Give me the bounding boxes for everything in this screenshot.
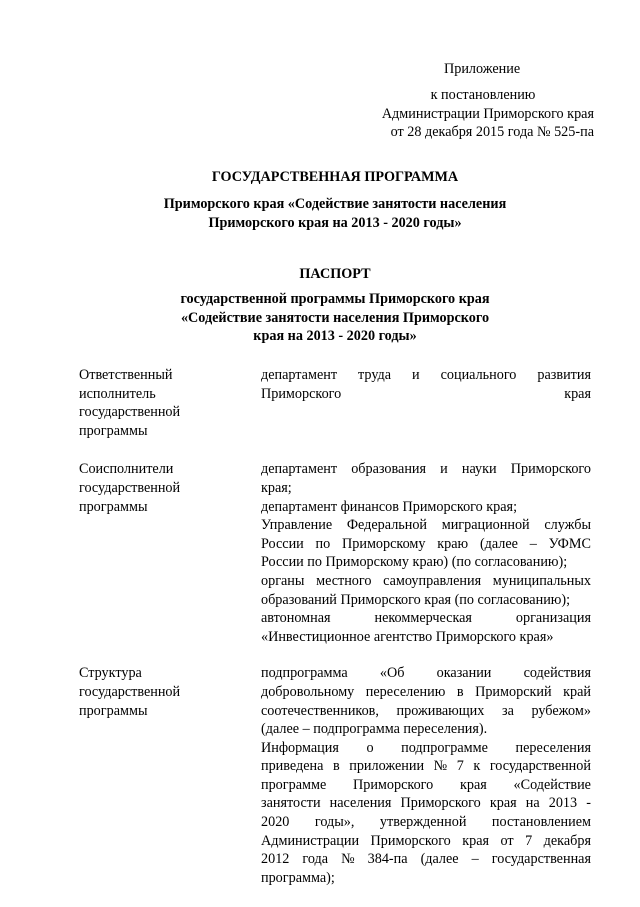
row-label-line: программы: [79, 498, 148, 515]
row-value-line: департамент образования и науки Приморского: [261, 461, 591, 478]
row-value-line: Приморского края: [261, 385, 591, 402]
passport-title-text: ПАСПОРТ: [299, 266, 371, 282]
row-value-line: департамент труда и социального развития: [261, 367, 591, 383]
passport-subtitle-line: «Содействие занятости населения Приморского: [180, 309, 490, 326]
row-label-line: Соисполнители: [79, 461, 174, 478]
passport-row: [79, 366, 591, 440]
row-value-line: Информация о подпрограмме переселения: [261, 739, 591, 756]
program-subtitle-line: Приморского края на 2013 - 2020 годы»: [208, 214, 462, 231]
row-value-line: края;: [261, 479, 292, 496]
row-value-line: занятости населения Приморского края на 2013 -: [261, 795, 591, 812]
row-label-line: государственной: [79, 683, 181, 700]
row-value-line: подпрограмма «Об оказании содействия: [261, 665, 591, 682]
row-value-line: 2020 годы», утвержденной постановлением: [261, 814, 591, 831]
row-value-line: автономная некоммерческая организация: [261, 610, 591, 627]
row-value-line: (далее – подпрограмма переселения).: [261, 721, 488, 738]
appendix-line: Администрации Приморского края: [381, 105, 594, 122]
row-value-line: соотечественников, проживающих за рубежом»: [261, 702, 591, 719]
passport-subtitle-line: края на 2013 - 2020 годы»: [253, 328, 417, 345]
row-value-line: органы местного самоуправления муниципальных: [261, 572, 591, 589]
row-value-line: Управление Федеральной миграционной службы: [261, 517, 591, 534]
row-value-line: департамент финансов Приморского края;: [261, 498, 518, 515]
passport-subtitle: [70, 290, 600, 346]
program-title: [70, 168, 600, 187]
program-subtitle: [70, 195, 600, 232]
passport-table: [79, 366, 591, 907]
row-label-line: исполнитель: [79, 385, 156, 402]
row-value: [261, 366, 591, 440]
row-value-line: приведена в приложении № 7 к государственной: [261, 758, 591, 775]
row-value-line: Администрации Приморского края от 7 декабря: [261, 832, 591, 849]
row-value-line: образований Приморского края (по согласованию);: [261, 591, 571, 608]
row-label-line: программы: [79, 422, 148, 439]
row-label-line: государственной: [79, 404, 181, 421]
appendix-line: от 28 декабря 2015 года № 525-па: [390, 124, 594, 141]
passport-row: [79, 664, 591, 887]
row-value: [261, 460, 591, 646]
row-value: [261, 664, 591, 887]
row-value-line: программа);: [261, 869, 335, 886]
appendix-block: [372, 60, 594, 142]
row-label-line: Структура: [79, 665, 142, 682]
row-label: [79, 460, 261, 646]
row-label-line: программы: [79, 702, 148, 719]
appendix-line: к постановлению: [430, 87, 536, 103]
row-label-line: Ответственный: [79, 367, 173, 383]
row-value-line: России по Приморскому краю (далее – УФМС: [261, 535, 591, 552]
row-value-line: «Инвестиционное агентство Приморского края»: [261, 628, 554, 645]
row-label: [79, 366, 261, 440]
program-subtitle-line: Приморского края «Содействие занятости населения: [163, 196, 507, 212]
row-value-line: программе Приморского края «Содействие: [261, 776, 591, 793]
passport-row: [79, 460, 591, 646]
passport-title: [70, 265, 600, 284]
row-label: [79, 664, 261, 887]
row-label-line: государственной: [79, 479, 181, 496]
row-value-line: 2012 года № 384-па (далее – государственная: [261, 851, 591, 868]
appendix-title: Приложение: [444, 61, 521, 77]
program-title-text: ГОСУДАРСТВЕННАЯ ПРОГРАММА: [211, 169, 459, 185]
row-value-line: добровольному переселению в Приморский край: [261, 683, 591, 700]
row-value-line: России по Приморскому краю) (по согласованию);: [261, 554, 568, 571]
passport-subtitle-line: государственной программы Приморского края: [180, 291, 490, 307]
